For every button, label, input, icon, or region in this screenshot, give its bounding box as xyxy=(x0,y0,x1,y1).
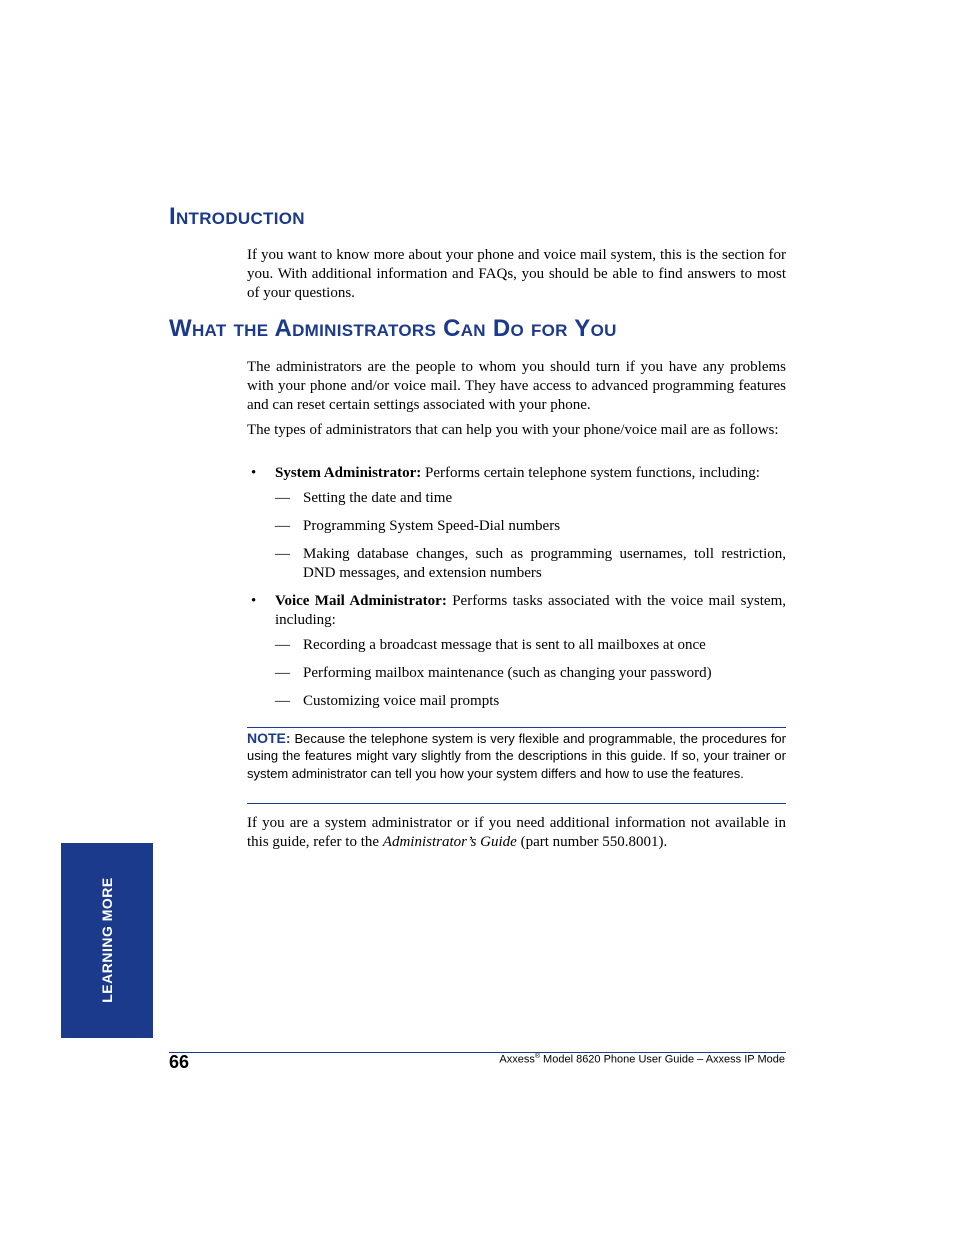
section-side-tab xyxy=(61,843,153,1038)
closing-text: If you are a system administrator or if you need additional information not available in this guide, refer to the xyxy=(247,815,786,850)
footer-title xyxy=(499,1053,785,1066)
side-tab-label: LEARNING MORE xyxy=(99,877,115,1003)
registered-mark: ® xyxy=(534,1053,540,1060)
footer-guide-title: Model 8620 Phone User Guide – Axxess IP Mode xyxy=(540,1053,785,1066)
admins-heading: What the Administrators Can Do for You xyxy=(169,315,617,342)
closing-paragraph xyxy=(247,814,786,852)
admin-guide-title: Administrator’s Guide xyxy=(382,833,517,850)
system-admin-term: System Administrator: xyxy=(275,465,422,481)
admins-paragraph-2: The types of administrators that can help you with your phone/voice mail are as follows: xyxy=(247,422,779,438)
system-admin-desc: Performs certain telephone system functions, including: xyxy=(421,465,760,481)
intro-paragraph: If you want to know more about your phone and voice mail system, this is the section for you. With additional information and FAQs, you should be able to find answers to most of your questions. xyxy=(247,247,786,301)
dash-marker: — xyxy=(275,546,290,562)
voice-mail-admin-item xyxy=(275,592,786,630)
page-number: 66 xyxy=(169,1052,190,1072)
intro-heading: Introduction xyxy=(169,203,305,230)
system-admin-subitem: Making database changes, such as programming usernames, toll restriction, DND messages, and extension numbers xyxy=(303,546,786,581)
note-top-rule xyxy=(247,727,786,728)
system-admin-subitem: Setting the date and time xyxy=(303,490,453,506)
note-label: NOTE: xyxy=(247,730,291,746)
closing-text-end: (part number 550.8001). xyxy=(516,833,668,850)
dash-marker: — xyxy=(275,665,290,681)
dash-marker: — xyxy=(275,693,290,709)
system-admin-item xyxy=(275,464,786,483)
bullet-marker: • xyxy=(251,593,257,609)
note-bottom-rule xyxy=(247,803,786,804)
dash-marker: — xyxy=(275,518,290,534)
voice-mail-admin-subitem: Performing mailbox maintenance (such as changing your password) xyxy=(303,665,712,681)
voice-mail-admin-subitem: Customizing voice mail prompts xyxy=(303,693,500,709)
voice-mail-admin-subitem: Recording a broadcast message that is sent to all mailboxes at once xyxy=(303,637,706,653)
voice-mail-admin-term: Voice Mail Administrator: xyxy=(275,593,447,609)
note-text: Because the telephone system is very flexible and programmable, the procedures for using the features might vary slightly from the descriptions in this guide. If so, your trainer or system administrator can tell you how your system differs and how to use the features. xyxy=(247,731,786,781)
voice-mail-admin-desc: Performs tasks associated with the voice mail system, including: xyxy=(275,593,787,628)
footer-brand: Axxess xyxy=(499,1053,535,1066)
dash-marker: — xyxy=(275,637,290,653)
note-box xyxy=(247,730,786,782)
admins-paragraph-1: The administrators are the people to whom you should turn if you have any problems with your phone and/or voice mail. They have access to advanced programming features and can reset certain settings associated with your phone. xyxy=(247,359,786,413)
system-admin-subitem: Programming System Speed-Dial numbers xyxy=(303,518,561,534)
bullet-marker: • xyxy=(251,465,257,481)
dash-marker: — xyxy=(275,490,290,506)
